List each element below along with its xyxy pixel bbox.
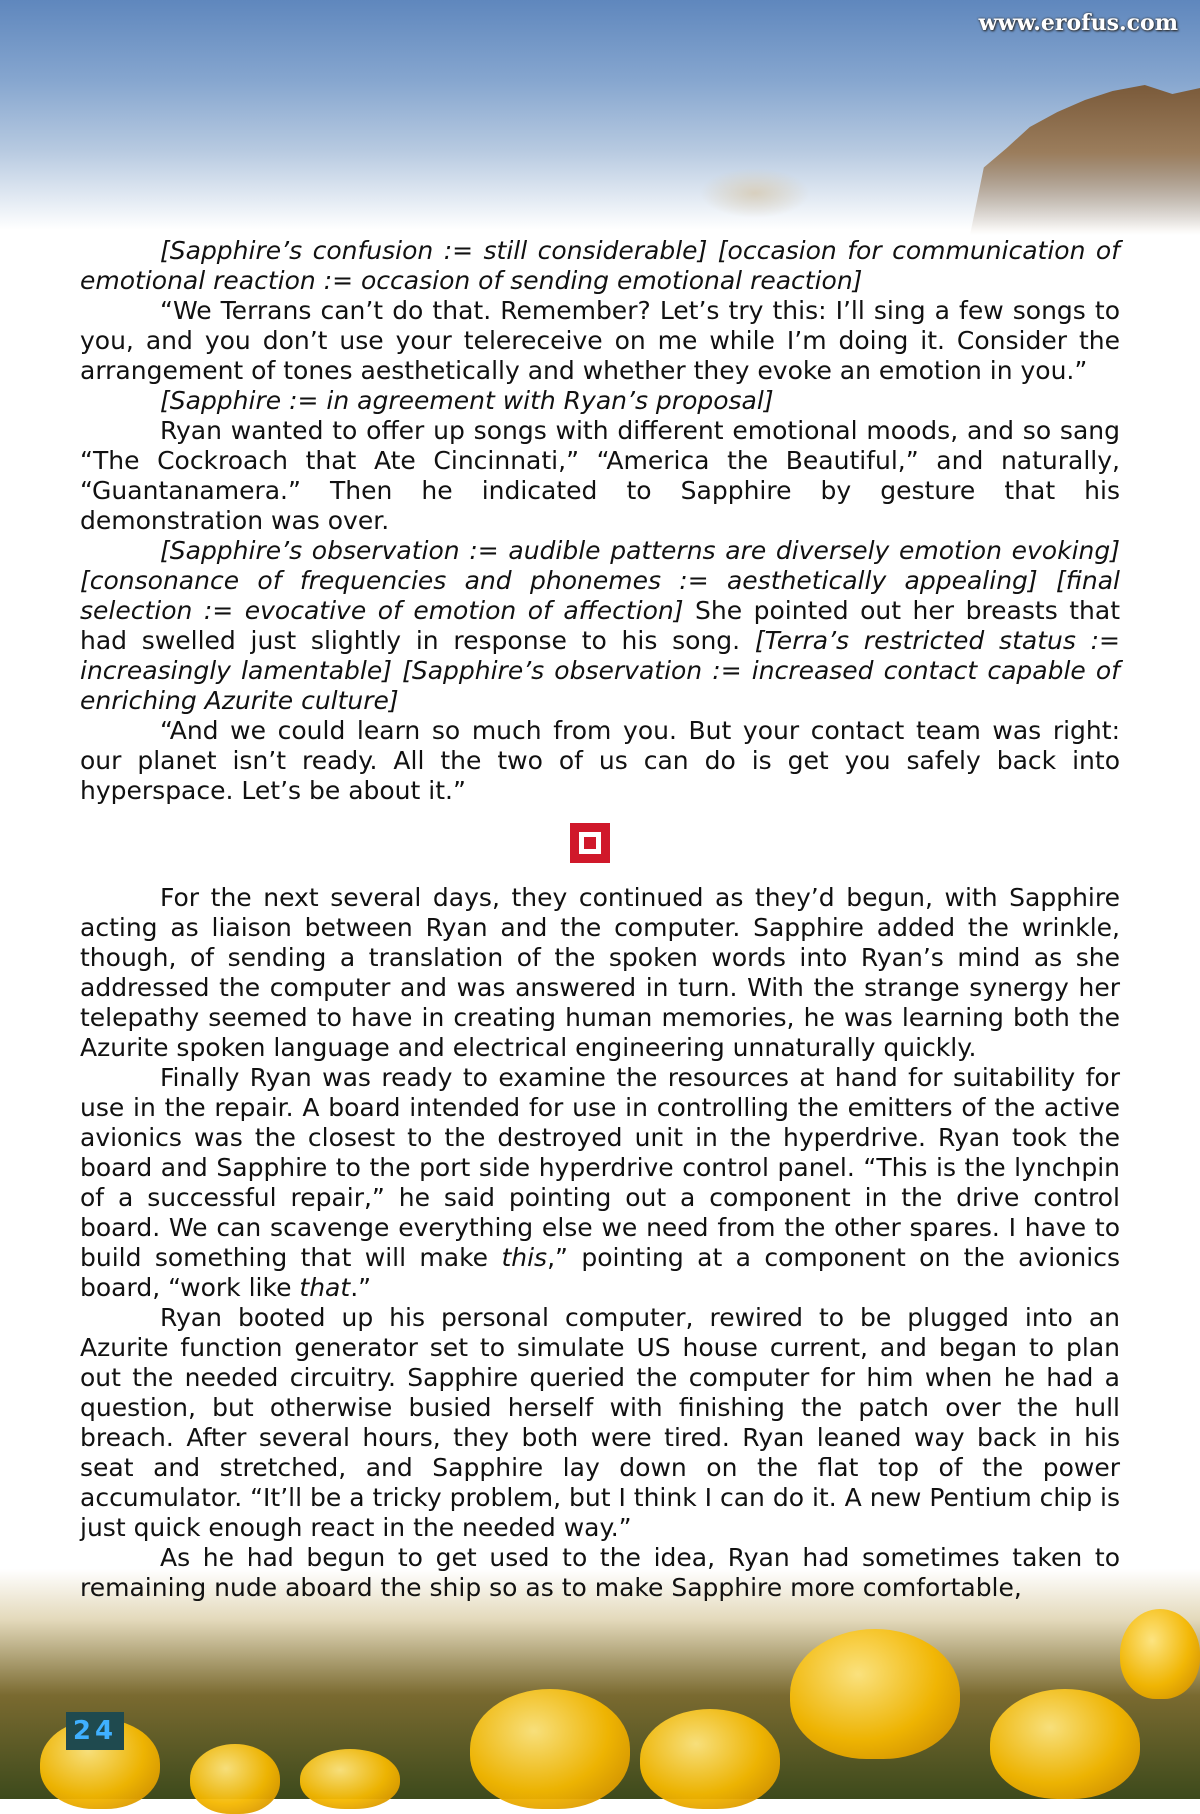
story-section-after xyxy=(80,883,1120,1603)
poppy-flower xyxy=(1120,1609,1200,1699)
poppy-flower xyxy=(790,1629,960,1759)
text: As he had begun to get used to the idea, Ryan had sometimes taken to remaining nude aboard the ship so as to make Sapphire more comfortable, xyxy=(80,1543,1120,1602)
paragraph xyxy=(80,416,1120,536)
text: .” xyxy=(350,1273,372,1302)
paragraph xyxy=(80,386,1120,416)
text: ,” pointing at a component on the avionics board, “work like xyxy=(80,1243,1120,1302)
poppy-flower xyxy=(300,1749,400,1809)
text: Ryan booted up his personal computer, rewired to be plugged into an Azurite function generator set to simulate US house current, and began to plan out the needed circuitry. Sapphire queried the computer for him when he had a question, but otherwise busied herself with finishing the patch over the hull breach. After several hours, they both were tired. Ryan leaned way back in his seat and stretched, and Sapphire lay down on the flat top of the power accumulator. “It’ll be a tricky problem, but I think I can do it. A new Pentium chip is just quick enough react in the needed way.” xyxy=(80,1303,1120,1542)
italic-text: this xyxy=(501,1243,548,1272)
page-number: 24 xyxy=(66,1712,124,1750)
text: Ryan wanted to offer up songs with different emotional moods, and so sang “The Cockroach that Ate Cincinnati,” “America the Beautiful,” and naturally, “Guantanamera.” Then he indicated to Sapphire by gesture that his demonstration was over. xyxy=(80,416,1120,535)
paragraph xyxy=(80,236,1120,296)
cloud-image xyxy=(700,168,810,218)
paragraph xyxy=(80,1063,1120,1303)
poppy-flower xyxy=(190,1744,280,1814)
site-watermark: www.erofus.com xyxy=(978,10,1178,36)
paragraph xyxy=(80,1543,1120,1603)
story-text xyxy=(80,236,1120,1603)
text: “We Terrans can’t do that. Remember? Let’s try this: I’ll sing a few songs to you, and you don’t use your telereceive on me while I’m doing it. Consider the arrangement of tones aesthetically and whether they evoke an emotion in you.” xyxy=(80,296,1120,385)
section-break xyxy=(80,806,1120,883)
story-section-before xyxy=(80,236,1120,806)
text: “And we could learn so much from you. But your contact team was right: our planet isn’t ready. All the two of us can do is get you safely back into hyperspace. Let’s be about it.” xyxy=(80,716,1120,805)
paragraph xyxy=(80,536,1120,716)
italic-text: that xyxy=(299,1273,351,1302)
paragraph xyxy=(80,716,1120,806)
paragraph xyxy=(80,1303,1120,1543)
poppy-flower xyxy=(640,1709,780,1809)
italic-text: [Sapphire’s observation := audible patterns are diversely emotion evoking] [consonance of frequencies and phonemes := aesthetically appealing] [final selection := evocative of emotion of affection] xyxy=(80,536,1120,625)
text: She pointed out her breasts that had swelled just slightly in response to his song. xyxy=(80,596,1120,655)
section-break-icon xyxy=(570,823,610,863)
text: For the next several days, they continued as they’d begun, with Sapphire acting as liaison between Ryan and the computer. Sapphire added the wrinkle, though, of sending a translation of the spoken words into Ryan’s mind as she addressed the computer and was answered in turn. With the strange synergy her telepathy seemed to have in creating human memories, he was learning both the Azurite spoken language and electrical engineering unnaturally quickly. xyxy=(80,883,1120,1062)
poppy-flower xyxy=(990,1689,1140,1799)
italic-text: [Sapphire’s confusion := still considerable] [occasion for communication of emotional reaction := occasion of sending emotional reaction] xyxy=(80,236,1120,295)
poppy-flower xyxy=(470,1689,630,1809)
paragraph xyxy=(80,883,1120,1063)
flower-footer-image xyxy=(0,1569,1200,1799)
italic-text: [Terra’s restricted status := increasingly lamentable] [Sapphire’s observation := increased contact capable of enriching Azurite culture] xyxy=(80,626,1121,715)
italic-text: [Sapphire := in agreement with Ryan’s proposal] xyxy=(160,386,774,415)
text: Finally Ryan was ready to examine the resources at hand for suitability for use in the repair. A board intended for use in controlling the emitters of the active avionics was the closest to the destroyed unit in the hyperdrive. Ryan took the board and Sapphire to the port side hyperdrive control panel. “This is the lynchpin of a successful repair,” he said pointing out a component in the drive control board. We can scavenge everything else we need from the other spares. I have to build something that will make xyxy=(80,1063,1120,1272)
paragraph xyxy=(80,296,1120,386)
